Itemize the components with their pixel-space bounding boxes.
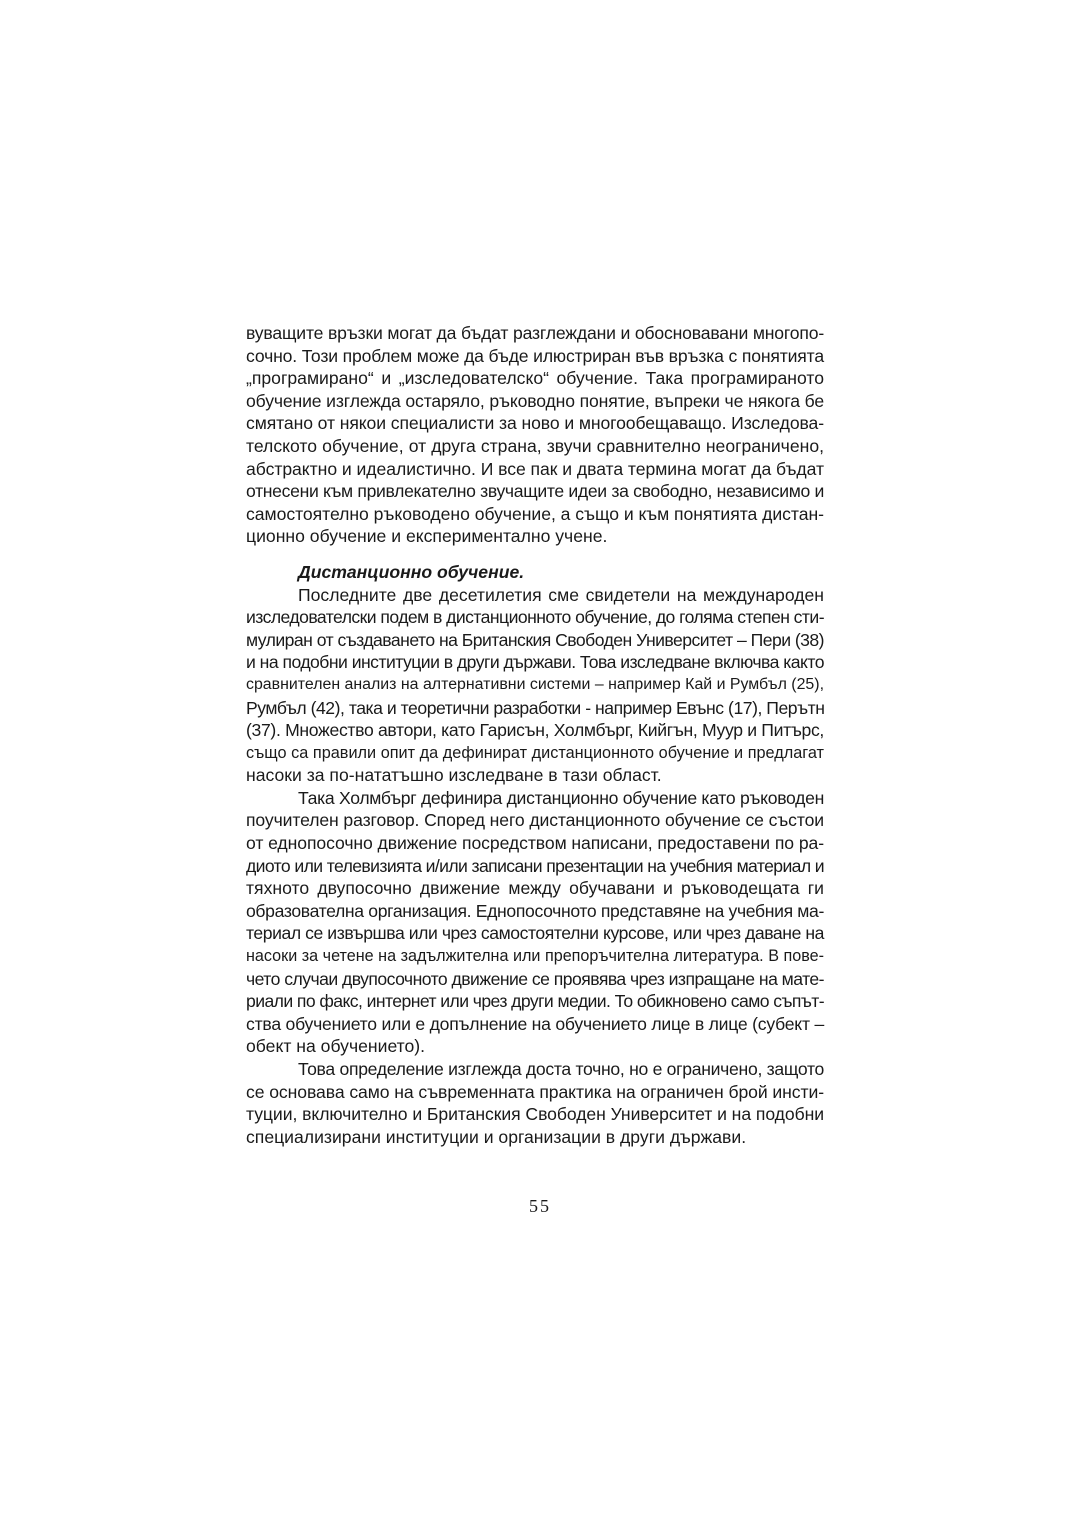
text-line: изследователски подем в дистанционното обучение, до голяма степен сти- — [246, 607, 824, 628]
text-line: риали по факс, интернет или чрез други медии. То обикновено само съпът- — [246, 991, 824, 1012]
text-line: сочно. Този проблем може да бъде илюстриран във връзка с понятията — [246, 345, 824, 366]
text-line: сравнителен анализ на алтернативни системи – например Кай и Румбъл (25), — [246, 675, 824, 693]
text-line: също са правили опит да дефинират дистанционното обучение и предлагат — [246, 743, 824, 762]
text-line: тяхното двупосочно движение между обучавани и ръководещата ги — [246, 878, 824, 899]
text-line: Това определение изглежда доста точно, но е ограничено, защото — [298, 1059, 824, 1079]
text-line: Румбъл (42), така и теоретични разработки - например Евънс (17), Перътн — [246, 697, 825, 718]
section-heading: Дистанционно обучение. — [298, 561, 525, 582]
text-line: смятано от някои специалисти за ново и многообещаващо. Изследова- — [246, 413, 824, 434]
text-line: от еднопосочно движение посредством написани, предоставени по ра- — [246, 833, 824, 854]
text-line: Така Холмбърг дефинира дистанционно обучение като ръководен — [298, 787, 824, 808]
paragraph-intro-continued — [246, 322, 824, 548]
text-line: (37). Множество автори, като Гарисън, Холмбърг, Кийгън, Муур и Питърс, — [246, 720, 824, 741]
text-line: териал се извършва или чрез самостоятелни курсове, или чрез даване на — [246, 923, 824, 944]
text-line: диото или телевизията и/или записани презентации на учебния материал и — [246, 855, 824, 876]
text-line: се основава само на съвременната практика на ограничен брой инсти- — [246, 1081, 824, 1102]
text-line: и на подобни институции в други държави. Това изследване включва както — [246, 652, 824, 673]
text-line: мулиран от създаването на Британския Свободен Университет – Пери (38) — [246, 629, 824, 650]
text-line: туции, включително и Британския Свободен Университет и на подобни — [246, 1104, 824, 1125]
text-line: обект на обучението). — [246, 1036, 426, 1057]
text-line: чето случаи двупосочното движение се проявява чрез изпращане на мате- — [246, 968, 824, 989]
paragraph-research-overview — [246, 584, 824, 787]
page-body — [246, 322, 824, 1148]
text-line: поучителен разговор. Според него дистанционното обучение се състои — [246, 810, 824, 831]
text-line: ства обучението или е допълнение на обучението лице в лице (субект – — [246, 1013, 824, 1034]
text-line: вуващите връзки могат да бъдат разглеждани и обосновавани многопо- — [246, 323, 824, 343]
text-line: Последните две десетилетия сме свидетели на международен — [298, 584, 824, 605]
page-number: 55 — [529, 1196, 551, 1216]
text-line: абстрактно и идеалистично. И все пак и двата термина могат да бъдат — [246, 458, 824, 479]
text-line: отнесени към привлекателно звучащите идеи за свободно, независимо и — [246, 481, 824, 502]
text-line: образователна организация. Еднопосочното представяне на учебния ма- — [246, 900, 824, 921]
text-line: насоки за четене на задължителна или препоръчителна литература. В пове- — [246, 947, 824, 966]
text-line: насоки за по-нататъшно изследване в тази област. — [246, 765, 662, 786]
text-line: обучение изглежда остаряло, ръководно понятие, въпреки че някога бе — [246, 390, 824, 411]
paragraph-holmberg-definition — [246, 787, 824, 1058]
text-line: телското обучение, от друга страна, звучи сравнително неограничено, — [246, 435, 824, 456]
paragraph-definition-critique — [246, 1058, 824, 1148]
text-line: самостоятелно ръководено обучение, а също и към понятията дистан- — [246, 503, 825, 524]
text-line: специализирани институции и организации в други държави. — [246, 1126, 747, 1147]
text-line: ционно обучение и експериментално учене. — [246, 526, 608, 547]
text-line: „програмирано“ и „изследователско“ обучение. Така програмираното — [246, 368, 824, 389]
